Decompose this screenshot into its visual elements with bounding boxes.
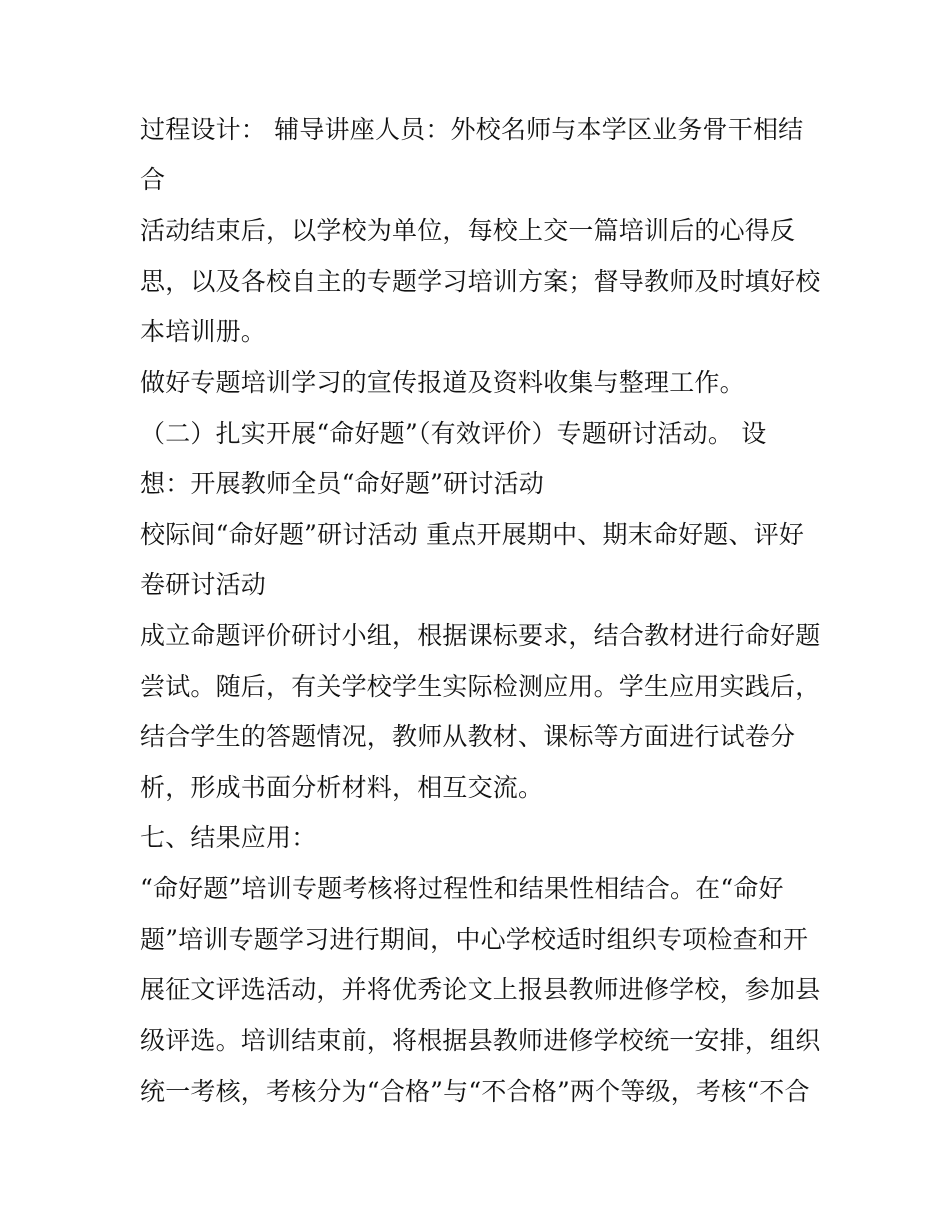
text-line: 卷研讨活动 bbox=[140, 570, 267, 599]
text-line: 活动结束后，以学校为单位，每校上交一篇培训后的心得反 bbox=[140, 216, 796, 245]
text-line: 过程设计： 辅导讲座人员：外校名师与本学区业务骨干相结 bbox=[140, 115, 804, 144]
text-line: 校际间“命好题”研讨活动 重点开展期中、期末命好题、评好 bbox=[140, 520, 805, 549]
text-line: 成立命题评价研讨小组，根据课标要求，结合教材进行命好题 bbox=[140, 621, 821, 650]
text-line: （二）扎实开展“命好题”（有效评价）专题研讨活动。 设 bbox=[140, 419, 767, 448]
text-line: 七、结果应用： bbox=[140, 823, 317, 852]
text-line: 尝试。随后，有关学校学生实际检测应用。学生应用实践后， bbox=[140, 672, 821, 701]
text-line: 展征文评选活动，并将优秀论文上报县教师进修学校，参加县 bbox=[140, 975, 821, 1004]
text-line: 本培训册。 bbox=[140, 317, 267, 346]
text-line: 结合学生的答题情况，教师从教材、课标等方面进行试卷分 bbox=[140, 722, 796, 751]
text-line: 题”培训专题学习进行期间，中心学校适时组织专项检查和开 bbox=[140, 925, 809, 954]
text-line: 想：开展教师全员“命好题”研讨活动 bbox=[140, 469, 544, 498]
text-line: 统一考核，考核分为“合格”与“不合格”两个等级，考核“不合 bbox=[140, 1077, 810, 1106]
text-line: 级评选。培训结束前，将根据县教师进修学校统一安排，组织 bbox=[140, 1026, 821, 1055]
text-line: “命好题”培训专题考核将过程性和结果性相结合。在“命好 bbox=[140, 874, 784, 903]
text-line: 做好专题培训学习的宣传报道及资料收集与整理工作。 bbox=[140, 368, 745, 397]
text-line: 合 bbox=[140, 165, 166, 194]
text-line: 析，形成书面分析材料，相互交流。 bbox=[140, 773, 544, 802]
text-line: 思，以及各校自主的专题学习培训方案；督导教师及时填好校 bbox=[140, 267, 821, 296]
